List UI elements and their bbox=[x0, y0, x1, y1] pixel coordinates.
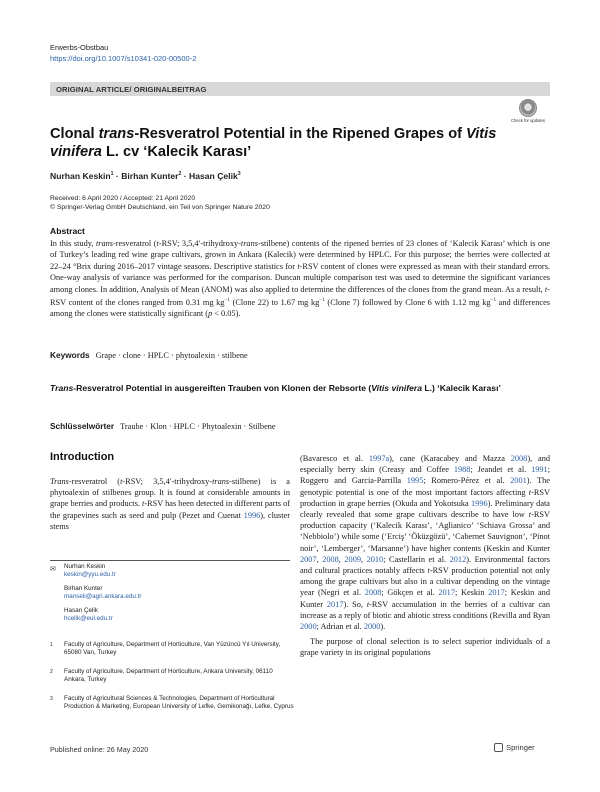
check-for-updates-badge[interactable] bbox=[508, 99, 548, 123]
correspondence-email[interactable]: keskin@yyu.edu.tr bbox=[64, 571, 116, 579]
doi-link[interactable]: https://doi.org/10.1007/s10341-020-00500-2 bbox=[50, 54, 197, 63]
correspondence-name: Nurhan Keskin bbox=[64, 563, 106, 570]
publisher-name: Springer bbox=[506, 743, 535, 752]
introduction-heading: Introduction bbox=[50, 451, 115, 463]
correspondence-name: Hasan Çelik bbox=[64, 607, 98, 614]
publisher-logo bbox=[494, 743, 535, 752]
german-title: Trans-Resveratrol Potential in ausgereiften Trauben von Klonen der Rebsorte (Vitis vinifera L.) ‘Kalecik Karası’ bbox=[50, 383, 501, 393]
citation-link[interactable]: 2012 bbox=[449, 554, 467, 564]
citation-link[interactable]: 2010 bbox=[366, 554, 384, 564]
german-keywords-label: Schlüsselwörter bbox=[50, 421, 115, 431]
keywords-label: Keywords bbox=[50, 350, 90, 360]
citation-link[interactable]: 2017 bbox=[326, 599, 344, 609]
affiliation-number: 3 bbox=[50, 696, 53, 702]
citation-link[interactable]: 1995 bbox=[406, 476, 424, 486]
correspondence-3 bbox=[64, 607, 113, 624]
author-3[interactable]: Hasan Çelik bbox=[189, 171, 238, 181]
citation-link[interactable]: 2009 bbox=[344, 554, 361, 564]
envelope-icon: ✉ bbox=[50, 565, 56, 573]
german-keywords-text: Traube · Klon · HPLC · Phytoalexin · Stilbene bbox=[120, 422, 276, 431]
correspondence-2 bbox=[64, 585, 141, 602]
article-title: Clonal trans-Resveratrol Potential in the Ripened Grapes of Vitis vinifera L. cv ‘Kalecik Karası’ bbox=[50, 126, 497, 160]
affiliation-2 bbox=[50, 668, 294, 685]
affiliation-text: Faculty of Agriculture, Department of Horticulture, Van Yüzüncü Yıl University, 65080 Van, Turkey bbox=[64, 641, 281, 657]
correspondence-name: Birhan Kunter bbox=[64, 585, 103, 592]
introduction-left-column: Trans-resveratrol (t-RSV; 3,5,4′-trihydroxy-trans-stilbene) is a phytoalexin of stilbenes group. It is found at considerable amounts in grape berries and products. t-RSV has been detected in different parts of the grapevines such as seed and pulp (Pezet and Cuenat 1996), cluster stems bbox=[50, 477, 290, 531]
abstract-text: In this study, trans-resveratrol (t-RSV; 3,5,4′-trihydroxy-trans-stilbene) contents of the ripened berries of 23 clones of ‘Kalecik Karası’ which is one of Turkey’s leading red wine grape cultivars, grown in Ankara (Kalecik) were determined by HPLC. For this purpose; the berries were collected at 22–24 °Brix during 2016–2017 vintage seasons. Descriptive statistics for t-RSV content of clones were expressed as mean with their standard errors. One-way analysis of variance was performed for the comparison. Duncan multiple comparison test was used to determine the significant variances among clones. In addition, Analysis of Mean (ANOM) was also applied to determine the differences of the clones from the grand mean. As a result, t-RSV content of the clones ranged from 0.31 mg $kg^{-1}$ (Clone 22) to 1.67 mg $kg^{-1}$ (Clone 7) followed by Clone 6 with 1.12 mg $kg^{-1}$ and differences among the clones were statistically significant (p < 0.05). bbox=[50, 239, 550, 319]
published-online: Published online: 26 May 2020 bbox=[50, 745, 149, 754]
citation-link[interactable]: 2017 bbox=[488, 588, 505, 598]
check-updates-label: Check for updates bbox=[511, 118, 545, 123]
author-2[interactable]: Birhan Kunter bbox=[121, 171, 179, 181]
affiliation-number: 2 bbox=[50, 669, 53, 675]
footnote-divider bbox=[50, 560, 290, 561]
keywords bbox=[50, 350, 550, 360]
citation-link[interactable]: 2001 bbox=[510, 476, 527, 486]
citation-link[interactable]: 1997a bbox=[368, 454, 390, 463]
author-1[interactable]: Nurhan Keskin bbox=[50, 171, 111, 181]
citation-link[interactable]: 1996 bbox=[243, 510, 261, 520]
check-updates-icon bbox=[519, 99, 537, 117]
author-list: Nurhan Keskin$^1$ · Birhan Kunter$^2$ · Hasan Çelik$^3$ bbox=[50, 171, 241, 181]
abstract-heading: Abstract bbox=[50, 226, 85, 236]
affiliation-number: 1 bbox=[50, 642, 53, 648]
keywords-text: Grape · clone · HPLC · phytoalexin · stilbene bbox=[95, 351, 248, 360]
german-keywords bbox=[50, 421, 550, 431]
affiliation-1 bbox=[50, 641, 294, 658]
introduction-right-column bbox=[300, 453, 550, 659]
citation-link[interactable]: 2000 bbox=[300, 622, 317, 632]
correspondence-email[interactable]: manseli@agri.ankara.edu.tr bbox=[64, 593, 142, 601]
citation-link[interactable]: 2017 bbox=[438, 588, 455, 598]
copyright: © Springer-Verlag GmbH Deutschland, ein Teil von Springer Nature 2020 bbox=[50, 204, 270, 211]
affiliation-text: Faculty of Agricultural Sciences & Technologies, Department of Horticultural Production & Marketing, European University of Lefke, Gemikonağı, Lefke, Cyprus bbox=[64, 695, 294, 711]
correspondence-1 bbox=[64, 563, 116, 580]
citation-link[interactable]: 2007 bbox=[300, 554, 317, 564]
citation-link[interactable]: 1988 bbox=[453, 465, 471, 475]
citation-link[interactable]: 2008 bbox=[510, 454, 528, 463]
springer-horse-icon bbox=[494, 743, 503, 752]
journal-name: Erwerbs-Obstbau bbox=[50, 43, 109, 52]
introduction-paragraph-1: (Bavaresco et al. 1997a), cane (Karacabey and Mazza 2008), and especially berry skin (Creasy and Coffee 1988; Jeandet et al. 1991; Roggero and Garcia-Parrilla 1995; Romero-Pérez et al. 2001). The genotypic potential is one of the most important factors affecting t-RSV production in grape berries (Okuda and Yokotsuka 1996). Preliminary data clearly revealed that some grape cultivars describe to have low t-RSV production capacity (‘Kalecik Karası’, ‘Aglianico’ ‘Schiava Grossa’ and ‘Nebbiolo’) while some (‘Erciş’ ‘Öküzgözü’, ‘Cabernet Sauvignon’, ‘Pinot noir’, ‘Lemberger’, ‘Marsanne’) have higher contents (Keskin and Kunter 2007, 2008, 2009, 2010; Castellarin et al. 2012). Environmental factors and cultural practices notably affects t-RSV production potential not only among the grape cultivars but also in a cultivar depending on the vintage year (Negri et al. 2008; Gökçen et al. 2017; Keskin 2017; Keskin and Kunter 2017). So, t-RSV accumulation in the berries of a cultivar can increase as a reply of biotic and abiotic stress conditions (Revilla and Ryan 2000; Adrian et al. 2000). bbox=[300, 454, 550, 632]
affiliation-3 bbox=[50, 695, 294, 712]
received-accepted: Received: 6 April 2020 / Accepted: 21 April 2020 bbox=[50, 195, 196, 202]
correspondence-email[interactable]: hcelik@eul.edu.tr bbox=[64, 615, 113, 623]
publication-dates bbox=[50, 194, 270, 212]
affiliation-text: Faculty of Agriculture, Department of Horticulture, Ankara University, 06110 Ankara, Turkey bbox=[64, 668, 273, 684]
citation-link[interactable]: 1996 bbox=[471, 498, 488, 508]
citation-link[interactable]: 2008 bbox=[322, 554, 339, 564]
citation-link[interactable]: 1991 bbox=[531, 465, 548, 475]
citation-link[interactable]: 2008 bbox=[364, 588, 382, 598]
citation-link[interactable]: 2000 bbox=[363, 622, 381, 632]
introduction-paragraph-2: The purpose of clonal selection is to select superior individuals of a grape variety in its original populations bbox=[300, 637, 550, 658]
article-type-bar: ORIGINAL ARTICLE/ ORIGINALBEITRAG bbox=[50, 82, 550, 96]
